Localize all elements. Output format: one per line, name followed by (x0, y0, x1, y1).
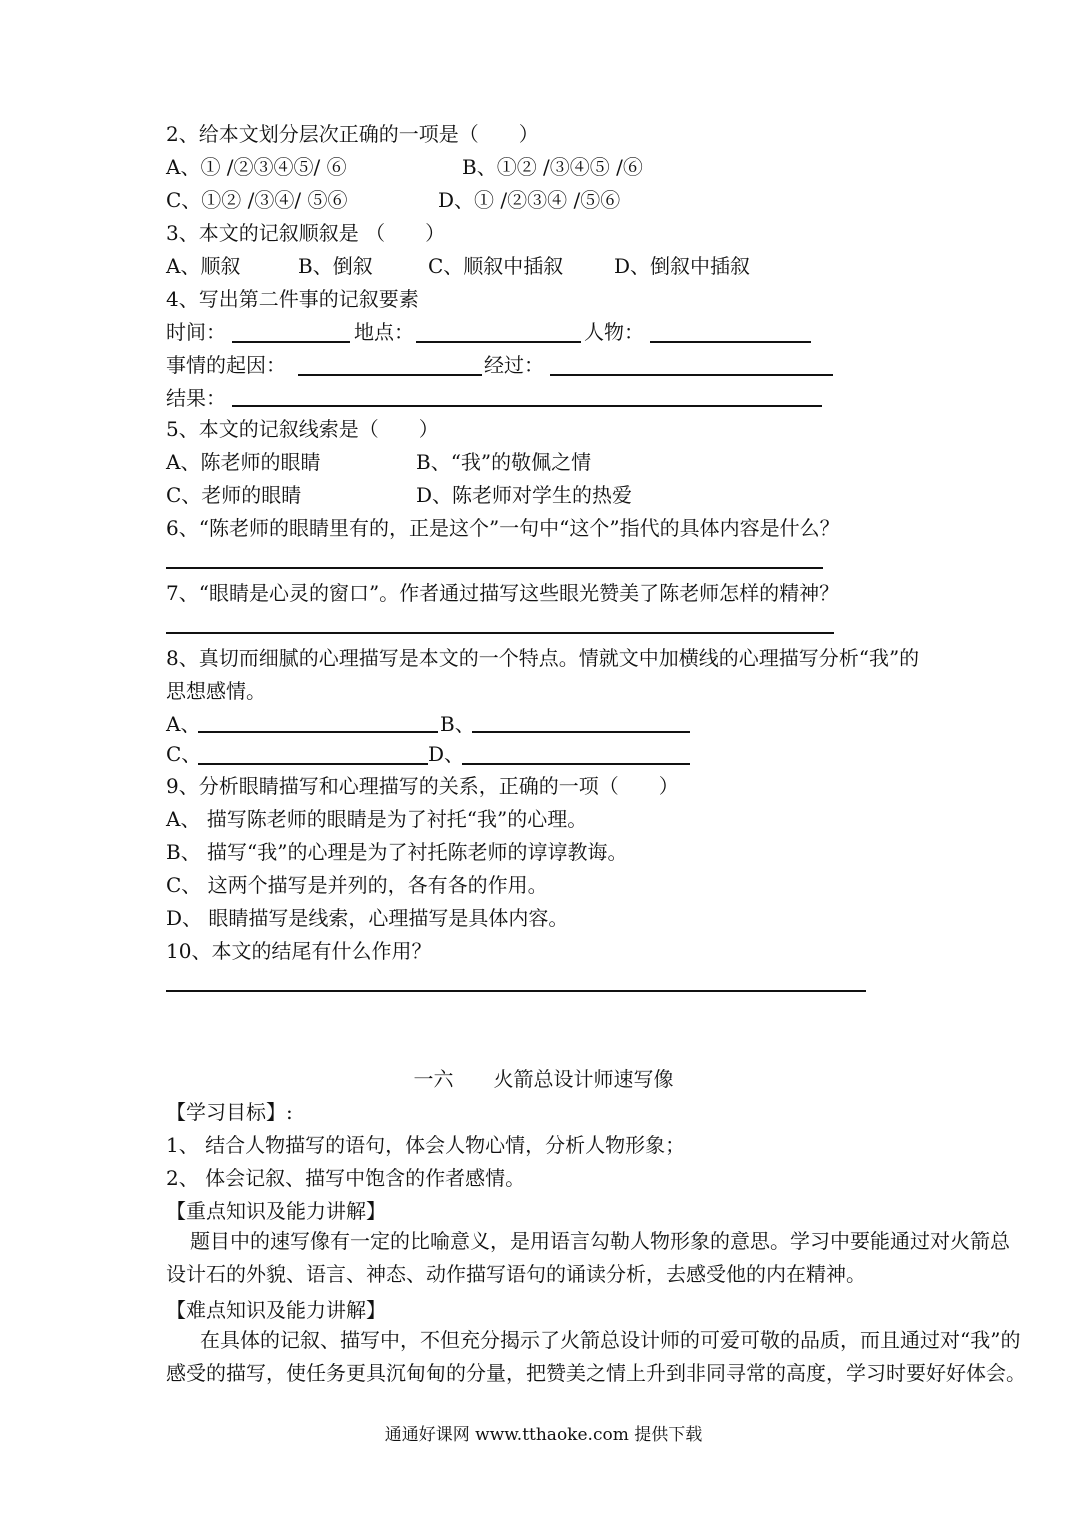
difficult-points-heading: 【难点知识及能力讲解】 (166, 1298, 386, 1322)
q2-option-c: C、①② /③④/ ⑤⑥ (166, 188, 348, 212)
q2-option-d: D、① /②③④ /⑤⑥ (438, 188, 621, 212)
place-blank (416, 341, 581, 343)
lesson-title: 一六 火箭总设计师速写像 (413, 1067, 674, 1091)
footer-source: 通通好课网 www.tthaoke.com 提供下载 (384, 1425, 703, 1445)
q5-option-d: D、陈老师对学生的热爱 (416, 483, 633, 507)
place-label: 地点： (354, 320, 414, 344)
q3-option-c: C、顺叙中插叙 (428, 254, 564, 278)
question-5: 5、本文的记叙线索是（ ） (166, 417, 439, 441)
difficult-points-text: 在具体的记叙、描写中，不但充分揭示了火箭总设计师的可爱可敬的品质，而且通过对“我”的感受的描写，使任务更具沉甸甸的分量，把赞美之情上升到非同寻常的高度，学习时要好好体会。 (166, 1328, 1026, 1385)
goal-2: 2、 体会记叙、描写中饱含的作者感情。 (166, 1166, 526, 1190)
question-6: 6、“陈老师的眼睛里有的，正是这个”一句中“这个”指代的具体内容是什么？ (166, 516, 840, 540)
q8-label-d: D、 (428, 742, 465, 766)
q8-label-c: C、 (166, 742, 202, 766)
q8-label-b: B、 (440, 712, 475, 736)
cause-blank (298, 374, 482, 376)
q7-answer-blank (166, 632, 834, 634)
q5-option-c: C、老师的眼睛 (166, 483, 302, 507)
q5-option-a: A、陈老师的眼睛 (166, 450, 321, 474)
q2-option-b: B、①② /③④⑤ /⑥ (462, 155, 643, 179)
q9-option-b: B、 描写“我”的心理是为了衬托陈老师的谆谆教诲。 (166, 840, 628, 864)
question-3: 3、本文的记叙顺叙是 （ ） (166, 221, 446, 245)
q6-answer-blank (166, 567, 823, 569)
result-blank (232, 405, 822, 407)
q3-option-d: D、倒叙中插叙 (614, 254, 751, 278)
cause-label: 事情的起因： (166, 353, 286, 377)
process-label: 经过： (484, 353, 544, 377)
q9-option-a: A、 描写陈老师的眼睛是为了衬托“我”的心理。 (166, 807, 588, 831)
goals-heading: 【学习目标】: (166, 1100, 293, 1124)
q8-blank-a (198, 731, 438, 733)
q10-answer-blank (166, 990, 866, 992)
q8-blank-c (198, 763, 428, 765)
person-label: 人物： (584, 320, 644, 344)
q3-option-a: A、顺叙 (166, 254, 241, 278)
question-8-line1: 8、真切而细腻的心理描写是本文的一个特点。情就文中加横线的心理描写分析“我”的 (166, 646, 920, 670)
q3-option-b: B、倒叙 (298, 254, 373, 278)
key-points-heading: 【重点知识及能力讲解】 (166, 1199, 386, 1223)
question-9: 9、分析眼睛描写和心理描写的关系，正确的一项（ ） (166, 774, 679, 798)
question-10: 10、本文的结尾有什么作用？ (166, 939, 432, 963)
q8-label-a: A、 (166, 712, 201, 736)
q5-option-b: B、“我”的敬佩之情 (416, 450, 592, 474)
process-blank (550, 374, 833, 376)
question-7: 7、“眼睛是心灵的窗口”。作者通过描写这些眼光赞美了陈老师怎样的精神？ (166, 581, 840, 605)
time-label: 时间： (166, 320, 226, 344)
q2-option-a: A、① /②③④⑤/ ⑥ (166, 155, 347, 179)
q9-option-d: D、 眼睛描写是线索，心理描写是具体内容。 (166, 906, 569, 930)
time-blank (232, 341, 350, 343)
person-blank (650, 341, 811, 343)
q8-blank-d (462, 763, 690, 765)
question-2: 2、给本文划分层次正确的一项是（ ） (166, 122, 539, 146)
q8-blank-b (472, 731, 690, 733)
question-8-line2: 思想感情。 (166, 679, 266, 703)
goal-1: 1、 结合人物描写的语句，体会人物心情，分析人物形象； (166, 1133, 686, 1157)
question-4: 4、写出第二件事的记叙要素 (166, 287, 419, 311)
result-label: 结果： (166, 386, 226, 410)
key-points-text: 题目中的速写像有一定的比喻意义，是用语言勾勒人物形象的意思。学习中要能通过对火箭总设计石的外貌、语言、神态、动作描写语句的诵读分析，去感受他的内在精神。 (166, 1229, 1010, 1286)
q9-option-c: C、 这两个描写是并列的，各有各的作用。 (166, 873, 548, 897)
